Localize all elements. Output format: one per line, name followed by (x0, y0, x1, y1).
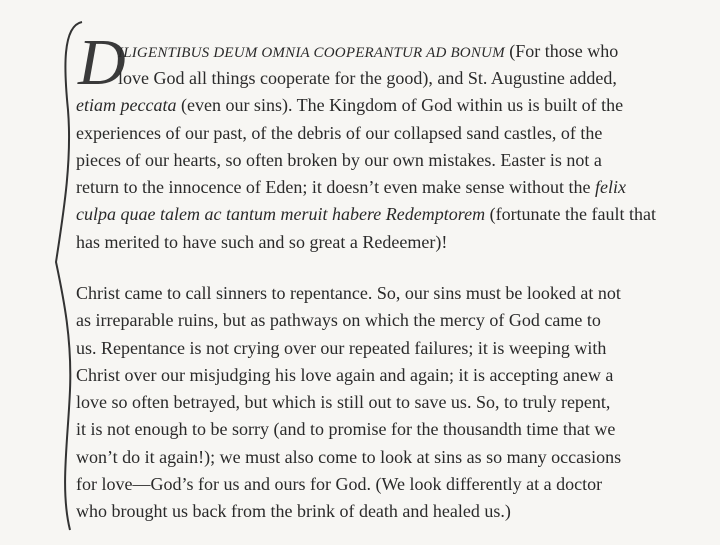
para2-line-4: Christ over our misjudging his love again and again; it is accepting anew a (76, 365, 614, 385)
para2-line-3: us. Repentance is not crying over our repeated failures; it is weeping with (76, 338, 607, 358)
para1-line-2: love God all things cooperate for the good), and St. Augustine added, (118, 68, 617, 88)
para2-line-7: won’t do it again!); we must also come to look at sins as so many occasions (76, 447, 622, 467)
para1-line-7: culpa quae talem ac tantum meruit habere Redemptorem (fortunate the fault that (76, 204, 657, 224)
para2-line-1: Christ came to call sinners to repentance. So, our sins must be looked at not (76, 283, 621, 303)
para2-line-2: as irreparable ruins, but as pathways on which the mercy of God came to (76, 310, 601, 330)
para2-line-6: it is not enough to be sorry (and to promise for the thousandth time that we (76, 419, 616, 439)
para1-line-8: has merited to have such and so great a Redeemer)! (76, 232, 448, 252)
para2-line-5: love so often betrayed, but which is still out to save us. So, to truly repent, (76, 392, 611, 412)
para2-line-9: who brought us back from the brink of death and healed us.) (76, 501, 511, 521)
para1-line-4: experiences of our past, of the debris of our collapsed sand castles, of the (76, 123, 603, 143)
drop-cap: D (78, 26, 126, 99)
para1-line-5: pieces of our hearts, so often broken by our own mistakes. Easter is not a (76, 150, 602, 170)
para1-line-3: etiam peccata (even our sins). The Kingdom of God within us is built of the (76, 95, 624, 115)
para2-line-8: for love—God’s for us and ours for God. (We look differently at a doctor (76, 474, 603, 494)
para1-line-1: ILIGENTIBUS DEUM OMNIA COOPERANTUR AD BONUM (For those who (118, 41, 619, 61)
latin-title: ILIGENTIBUS DEUM OMNIA COOPERANTUR AD BONUM (118, 45, 505, 61)
para1-line-6: return to the innocence of Eden; it doesn’t even make sense without the felix (76, 177, 626, 197)
